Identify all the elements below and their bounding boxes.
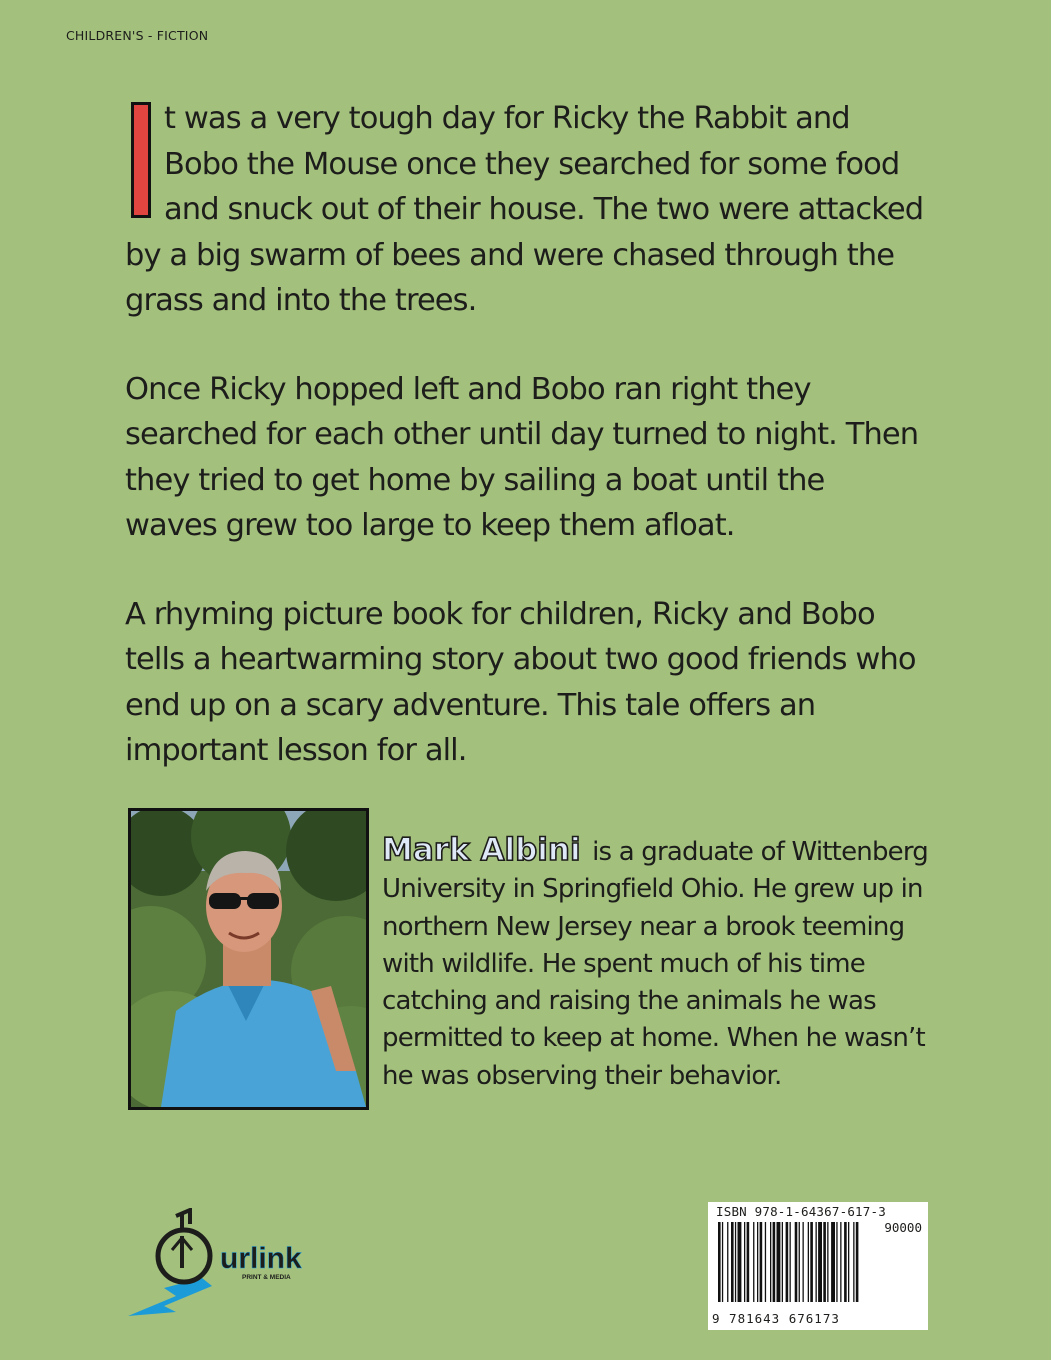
ean-number: 9 781643 676173 <box>712 1311 840 1326</box>
publisher-logo <box>124 1208 324 1323</box>
blurb-paragraph-3: A rhyming picture book for children, Ricky and Bobo tells a heartwarming story about two good friends who end up on a scary adventure. This tale offers an important lesson for all. <box>125 596 916 768</box>
category-label: CHILDREN'S - FICTION <box>66 28 209 43</box>
isbn-barcode <box>708 1202 928 1330</box>
blurb-paragraph-2: Once Ricky hopped left and Bobo ran right they searched for each other until day turned to night. Then they tried to get home by sailing a boat until the waves grew too large to keep them afloat. <box>125 371 919 543</box>
blurb-paragraph-1-text: t was a very tough day for Ricky the Rabbit and Bobo the Mouse once they searched for some food and snuck out of their house. The two were attacked by a big swarm of bees and were chased through the grass and into the trees. <box>125 101 924 318</box>
barcode-bars <box>718 1222 918 1310</box>
isbn-text: ISBN 978-1-64367-617-3 <box>716 1204 886 1219</box>
author-bio-text: is a graduate of Wittenberg University in Springfield Ohio. He grew up in northern New Jersey near a brook teeming with wildlife. He spent much of his time catching and raising the animals he was permitted to keep at home. When he wasn’t he was observing their behavior. <box>382 837 928 1091</box>
blurb-paragraph-1 <box>125 96 925 324</box>
author-photo <box>128 808 369 1110</box>
drop-cap <box>131 102 151 218</box>
price-code: 90000 <box>884 1220 922 1235</box>
author-name: Mark Albini <box>382 832 581 868</box>
publisher-tagline: PRINT & MEDIA <box>242 1274 291 1281</box>
publisher-name: urlink <box>220 1242 302 1275</box>
author-bio <box>382 832 942 1095</box>
back-cover-blurb <box>125 96 925 817</box>
